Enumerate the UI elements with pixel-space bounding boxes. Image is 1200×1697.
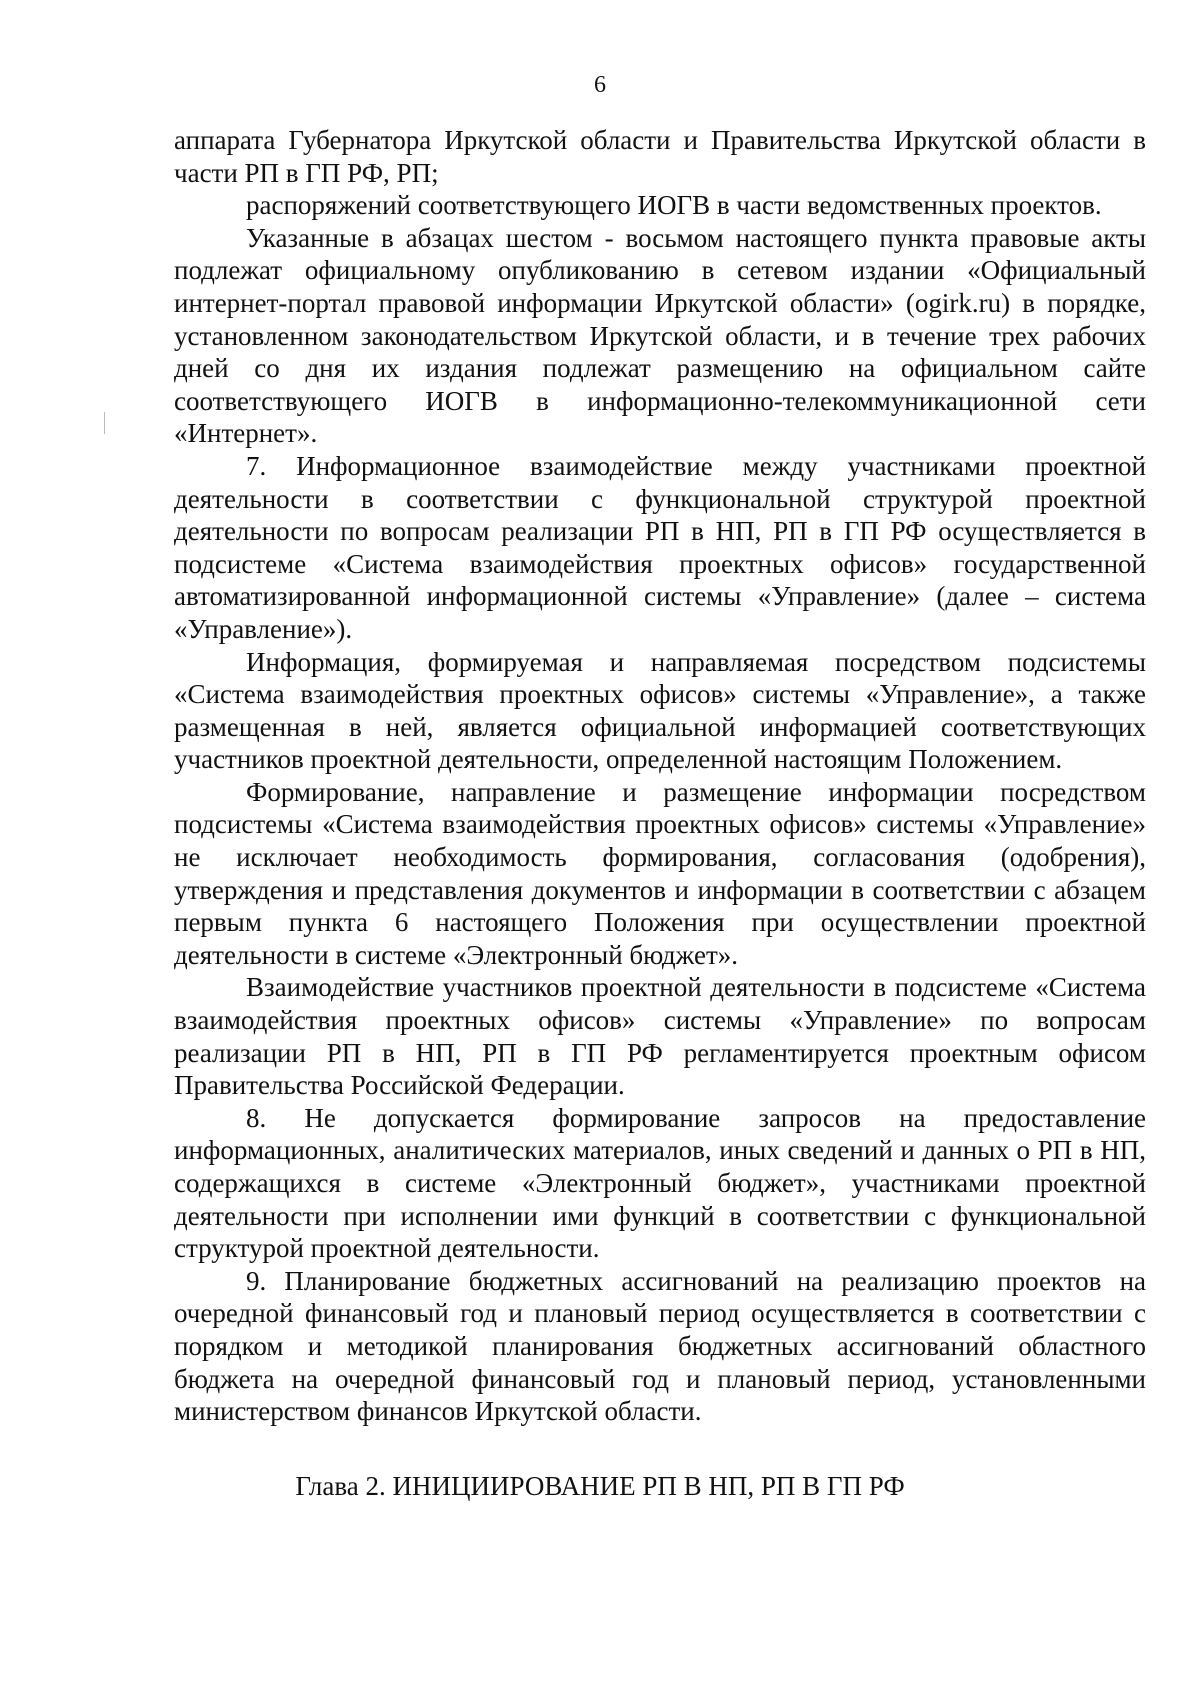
paragraph-interaction-regulation: Взаимодействие участников проектной деятельности в подсистеме «Система взаимодействия проектных офисов» системы «Управление» по вопросам реализации РП в НП, РП в ГП РФ регламентируется проектным офисом Правительства Российской Федерации.	[174, 972, 1146, 1101]
paragraph-publication: Указанные в абзацах шестом - восьмом настоящего пункта правовые акты подлежат официальному опубликованию в сетевом издании «Официальный интернет-портал правовой информации Иркутской области» (ogirk.ru) в порядке, установленном законодательством Иркутской области, и в течение трех рабочих дней со дня их издания подлежат размещению на официальном сайте соответствующего ИОГВ в информационно-телекоммуникационной сети «Интернет».	[174, 222, 1146, 449]
margin-mark	[104, 412, 105, 434]
paragraph-formation-direction: Формирование, направление и размещение информации посредством подсистемы «Система взаимодействия проектных офисов» системы «Управление» не исключает необходимость формирования, согласования (одобрения), утверждения и представления документов и информации в соответствии с абзацем первым пункта 6 настоящего Положения при осуществлении проектной деятельности в системе «Электронный бюджет».	[174, 776, 1146, 970]
paragraph-departmental-orders: распоряжений соответствующего ИОГВ в части ведомственных проектов.	[246, 190, 1102, 221]
page-number: 6	[594, 72, 606, 98]
paragraph-item-7: 7. Информационное взаимодействие между участниками проектной деятельности в соответствии с функциональной структурой проектной деятельности по вопросам реализации РП в НП, РП в ГП РФ осуществляется в подсистеме «Система взаимодействия проектных офисов» государственной автоматизированной информационной системы «Управление» (далее – система «Управление»).	[174, 450, 1146, 644]
chapter-title: Глава 2. ИНИЦИИРОВАНИЕ РП В НП, РП В ГП РФ	[295, 1471, 905, 1501]
paragraph-continuation: аппарата Губернатора Иркутской области и Правительства Иркутской области в части РП в ГП РФ, РП;	[174, 125, 1146, 188]
paragraph-item-9: 9. Планирование бюджетных ассигнований на реализацию проектов на очередной финансовый год и плановый период осуществляется в соответствии с порядком и методикой планирования бюджетных ассигнований областного бюджета на очередной финансовый год и плановый период, установленными министерством финансов Иркутской области.	[174, 1265, 1146, 1427]
paragraph-item-8: 8. Не допускается формирование запросов на предоставление информационных, аналитических материалов, иных сведений и данных о РП в НП, содержащихся в системе «Электронный бюджет», участниками проектной деятельности при исполнении ими функций в соответствии с функциональной структурой проектной деятельности.	[174, 1102, 1146, 1264]
paragraph-official-information: Информация, формируемая и направляемая посредством подсистемы «Система взаимодействия проектных офисов» системы «Управление», а также размещенная в ней, является официальной информацией соответствующих участников проектной деятельности, определенной настоящим Положением.	[174, 646, 1146, 775]
document-body	[174, 124, 1146, 1428]
